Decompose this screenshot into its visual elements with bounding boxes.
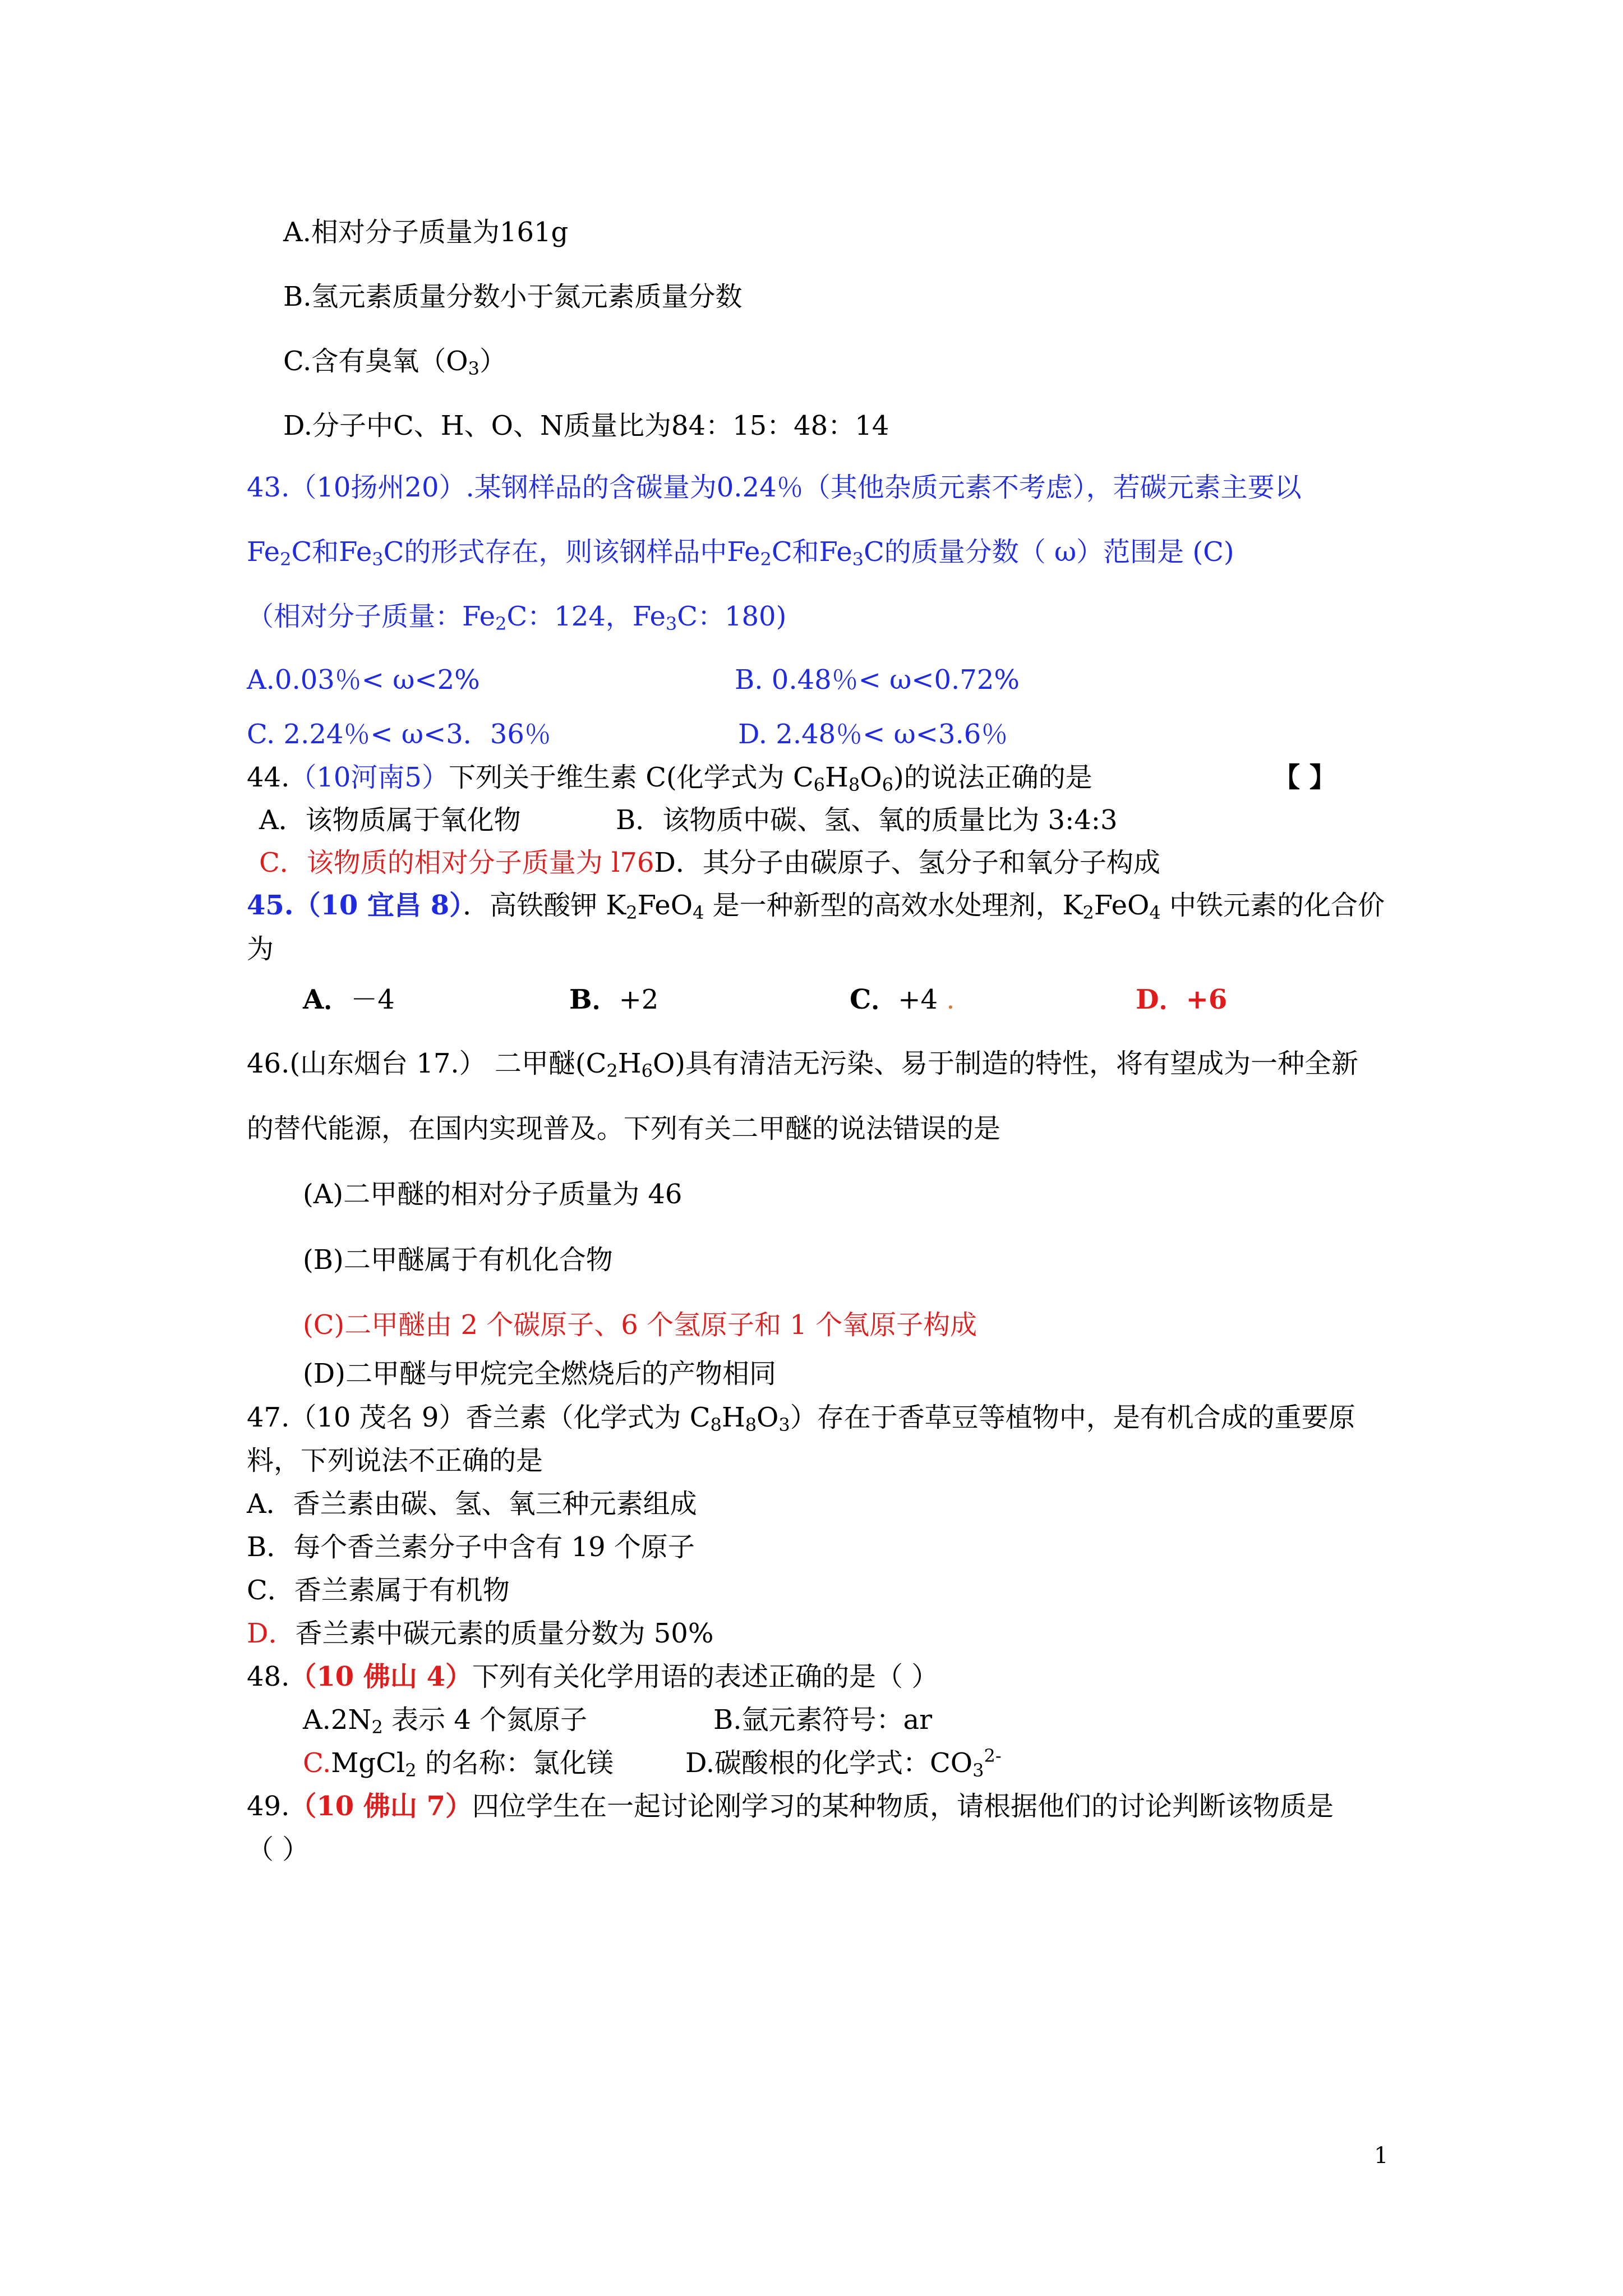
q49-stem-line2: （ ） [247,1834,310,1865]
q42-option-b: B.氢元素质量分数小于氮元素质量分数 [283,281,743,312]
q43-option-d: D. 2.48％< ω<3.6％ [738,719,1008,750]
text: H [825,762,849,793]
question-source: （10河南5） [289,762,449,793]
q45-stem-line2: 为 [247,933,274,965]
q49-stem [247,1793,1334,1820]
q44-option-a: A．该物质属于氧化物 [259,804,521,836]
option-text: －4 [351,984,395,1015]
stray-mark: . [946,984,955,1015]
text: 47.（10 茂名 9）香兰素（化学式为 C [247,1402,711,1433]
question-number: 44. [247,762,290,793]
text: 46.(山东烟台 17.） 二甲醚(C [247,1048,607,1079]
subscript: 6 [641,1060,653,1082]
q46-stem-line2: 的替代能源，在国内实现普及。下列有关二甲醚的说法错误的是 [247,1113,1001,1144]
q43-option-c: C. 2.24％< ω<3．36％ [247,719,551,750]
q45-option-c [850,986,955,1013]
option-label: C． [850,984,898,1015]
text: )的说法正确的是 [893,762,1092,793]
subscript: 2 [280,549,292,570]
question-number: 49. [247,1791,290,1822]
subscript: 3 [972,1760,984,1781]
q43-stem-line2 [247,536,1234,570]
text: 四位学生在一起讨论刚学习的某种物质，请根据他们的讨论判断该物质是 [472,1791,1334,1822]
text: ．高铁酸钾 K [463,890,626,921]
text: ）存在于香草豆等植物中，是有机合成的重要原 [790,1402,1355,1433]
q44-option-b: B．该物质中碳、氢、氧的质量比为 3:4:3 [616,804,1118,836]
q42-option-a: A.相对分子质量为161g [283,217,569,248]
answer-bracket: 【 】 [1273,762,1336,793]
q48-stem [247,1663,938,1690]
q42-option-d: D.分子中C、H、O、N质量比为84：15：48：14 [283,410,889,441]
subscript: 2 [495,613,507,634]
q44-option-d: D．其分子由碳原子、氢分子和氧分子构成 [654,847,1160,878]
q43-option-a: A.0.03％< ω<2% [247,664,480,696]
subscript: 2 [405,1760,417,1781]
page-number: 1 [1374,2143,1389,2169]
subscript: 8 [710,1414,722,1435]
q47-option-d [247,1620,713,1647]
q46-option-a: (A)二甲醚的相对分子质量为 46 [303,1179,683,1210]
q46-option-d: (D)二甲醚与甲烷完全燃烧后的产物相同 [303,1358,776,1389]
text: C：180) [677,601,787,632]
subscript: 3 [372,549,384,570]
text: 中铁元素的化合价 [1160,890,1385,921]
option-label: D． [247,1618,296,1649]
option-text: +2 [619,984,659,1015]
q47-stem-line1 [247,1402,1355,1435]
subscript: 2 [626,902,638,923]
text: Fe [247,536,280,568]
question-number: 45.（10 宜昌 8） [247,890,463,921]
text: FeO [637,890,693,921]
subscript: 4 [693,902,704,923]
subscript: 6 [882,774,893,795]
q44-stem [247,762,1092,795]
subscript: 3 [778,1414,790,1435]
option-text: +4 [898,984,938,1015]
subscript: 8 [745,1414,757,1435]
text: MgCl [331,1747,405,1779]
question-number: 48. [247,1661,290,1692]
q44-option-cd [259,849,1160,876]
text: O)具有清洁无污染、易于制造的特性，将有望成为一种全新 [652,1048,1359,1079]
option-label: C. [303,1747,331,1779]
text: O [757,1402,779,1433]
q45-stem [247,890,1385,923]
text: 下列关于维生素 C(化学式为 C [448,762,814,793]
q45-option-a [303,986,395,1013]
q47-stem-line2: 料，下列说法不正确的是 [247,1445,543,1476]
question-source: （10 佛山 7） [289,1791,472,1822]
q45-option-d: D．+6 [1136,984,1228,1015]
q43-stem-line1: 43.（10扬州20）.某钢样品的含碳量为0.24％（其他杂质元素不考虑），若碳元素主要以 [247,472,1302,503]
option-label: A． [303,984,351,1015]
q47-option-b: B．每个香兰素分子中含有 19 个原子 [247,1531,695,1563]
text: 是一种新型的高效水处理剂，K [704,890,1083,921]
text: C的质量分数（ ω）范围是 (C) [864,536,1234,568]
q42-option-c-tail: ） [479,346,507,377]
q45-option-b [569,986,658,1013]
text: FeO [1094,890,1150,921]
subscript: 3 [468,358,479,379]
superscript: 2- [984,1745,1002,1766]
text: H [617,1048,642,1079]
q48-option-b: B.氩元素符号：ar [713,1704,933,1736]
text: 的名称：氯化镁 [416,1747,614,1779]
option-label: B． [569,984,619,1015]
text: H [721,1402,745,1433]
subscript: 8 [848,774,860,795]
text: 表示 4 个氮原子 [382,1704,588,1736]
text: C和Fe [291,536,372,568]
subscript: 6 [813,774,826,795]
subscript: 2 [1082,902,1094,923]
q48-option-c [303,1747,614,1781]
text: 下列有关化学用语的表述正确的是（ ） [472,1661,939,1692]
q47-option-a: A．香兰素由碳、氢、氧三种元素组成 [247,1488,697,1520]
text: C的形式存在，则该钢样品中Fe [383,536,760,568]
q43-option-b: B. 0.48％< ω<0.72% [735,664,1020,696]
subscript: 3 [852,549,864,570]
subscript: 3 [665,613,677,634]
q46-option-b: (B)二甲醚属于有机化合物 [303,1244,613,1276]
q48-option-a [303,1704,588,1738]
q44-option-c: C．该物质的相对分子质量为 l76 [259,847,654,878]
text: O [860,762,882,793]
text: C和Fe [771,536,852,568]
question-source: （10 佛山 4） [289,1661,472,1692]
q43-stem-line3 [247,601,787,634]
q46-option-c: (C)二甲醚由 2 个碳原子、6 个氢原子和 1 个氧原子构成 [303,1309,978,1341]
subscript: 2 [606,1060,618,1082]
text: D.碳酸根的化学式：CO [685,1747,973,1779]
text: C：124，Fe [506,601,666,632]
option-text: 香兰素中碳元素的质量分数为 50% [295,1618,714,1649]
q47-option-c: C．香兰素属于有机物 [247,1575,510,1606]
text: （相对分子质量：Fe [247,601,496,632]
q48-option-d [685,1745,1002,1781]
q46-stem-line1 [247,1048,1359,1082]
q42-option-c [283,346,507,379]
subscript: 4 [1149,902,1161,923]
text: A.2N [303,1704,372,1736]
subscript: 2 [371,1717,383,1738]
subscript: 2 [760,549,772,570]
q42-option-c-text: C.含有臭氧（O [283,346,468,377]
